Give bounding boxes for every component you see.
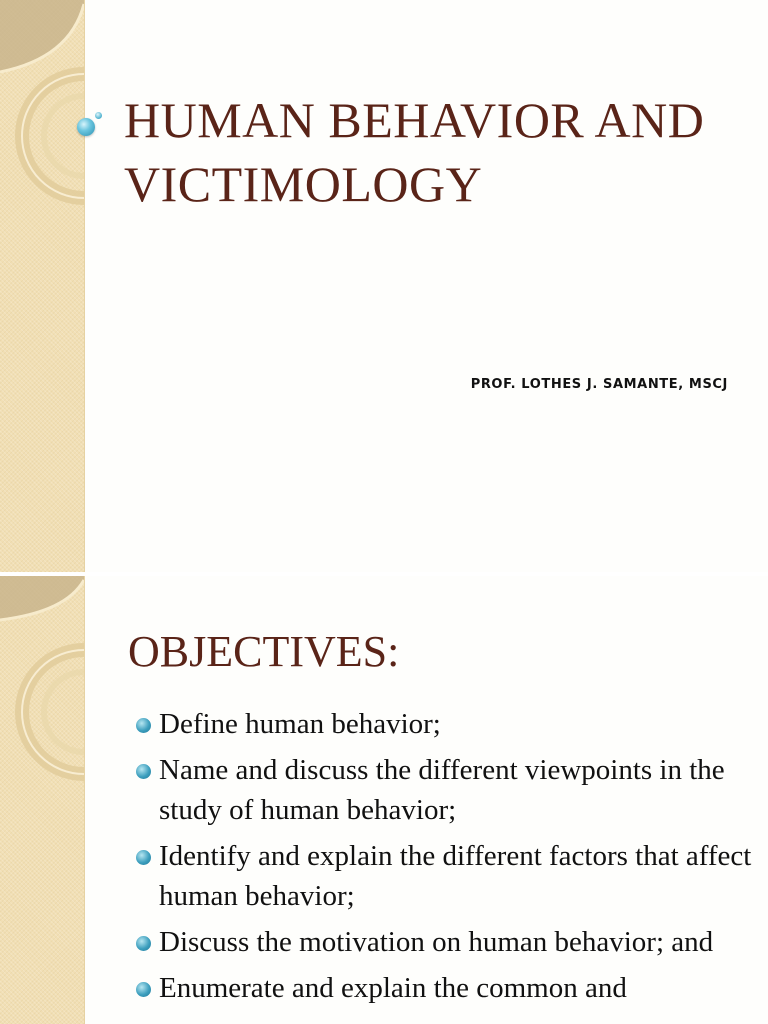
objectives-slide [0,576,768,1024]
blue-orb-icon [136,982,151,997]
objective-item [134,836,754,916]
objectives-heading: OBJECTIVES: [128,627,400,676]
concentric-rings-icon [0,0,84,576]
blue-orb-icon [136,936,151,951]
objective-item [134,750,754,830]
objective-text: Discuss the motivation on human behavior; and [159,926,714,958]
decorative-side-stripe [0,576,85,1024]
objective-text: Identify and explain the different factors that affect human behavior; [159,840,752,912]
decorative-side-stripe [0,0,85,576]
concentric-rings-icon [0,576,84,1024]
author-name: PROF. LOTHES J. SAMANTE, MSCJ [470,377,728,392]
objective-text: Enumerate and explain the common and [159,972,627,1004]
blue-orb-icon [136,850,151,865]
objective-item [134,922,754,962]
small-orb-icon [95,112,102,119]
objective-item [134,704,754,744]
objective-text: Name and discuss the different viewpoints in the study of human behavior; [159,754,725,826]
blue-orb-icon [77,118,95,136]
slide-title: HUMAN BEHAVIOR AND VICTIMOLOGY [124,92,705,212]
blue-orb-icon [136,764,151,779]
objectives-list [134,704,754,1014]
blue-orb-icon [136,718,151,733]
objective-item [134,968,754,1008]
objective-text: Define human behavior; [159,708,441,740]
